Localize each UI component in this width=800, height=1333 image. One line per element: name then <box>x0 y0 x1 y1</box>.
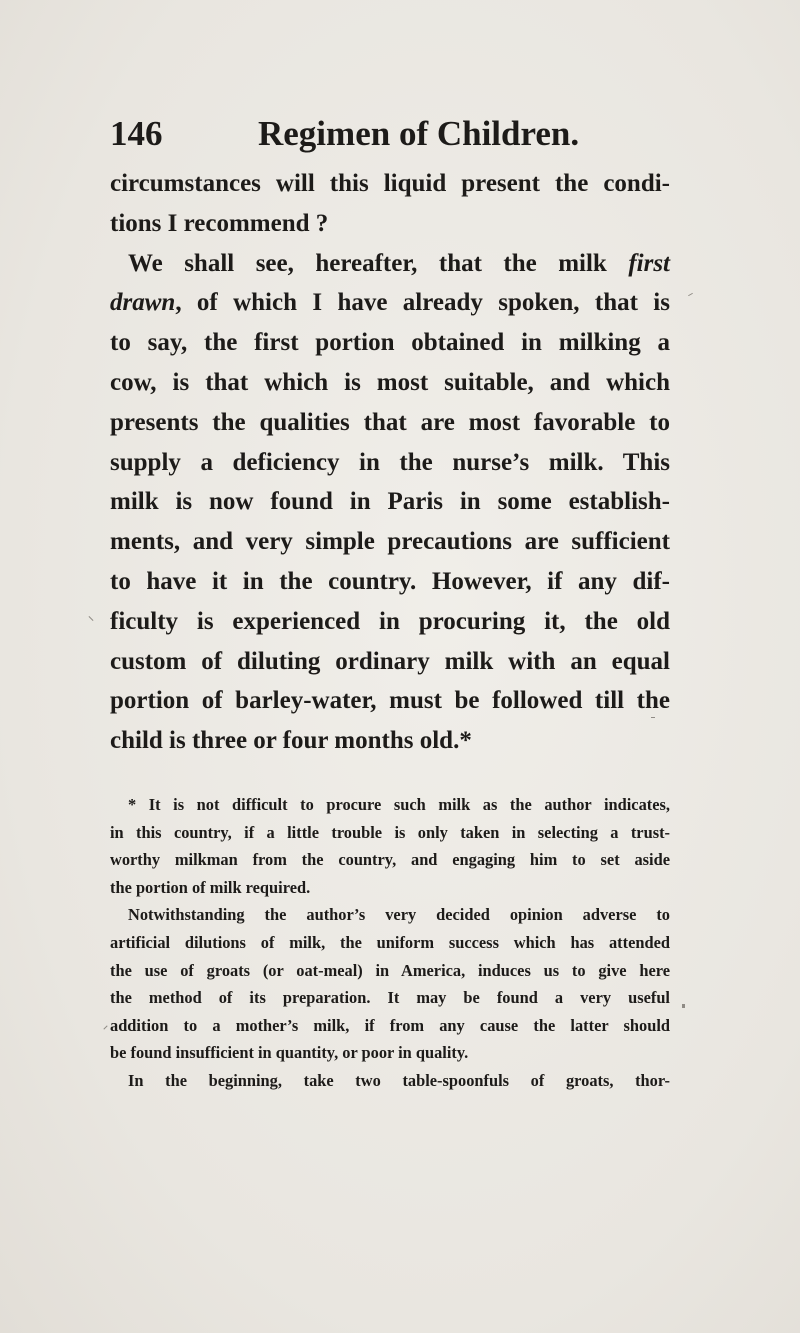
footnote-line-6: artificial dilutions of milk, the uniform success which has attended <box>110 932 670 952</box>
body-line-10: ments, and very simple precautions are sufficient <box>110 528 670 556</box>
paper-speck <box>103 1025 107 1029</box>
footnote-line-5: Notwithstanding the author’s very decided opinion adverse to <box>128 905 670 925</box>
body-line-4-text: , of which I have already spoken, that is <box>175 289 670 317</box>
page-number: 146 <box>110 114 163 153</box>
footnote-line-4: the portion of milk required. <box>110 877 311 897</box>
body-line-11: to have it in the country. However, if any dif- <box>110 567 670 595</box>
running-head <box>110 114 670 162</box>
running-title: Regimen of Children. <box>258 114 580 153</box>
footnote-line-10: be found insufficient in quantity, or poor in quality. <box>110 1043 469 1063</box>
body-line-12: ficulty is experienced in procuring it, the old <box>110 607 670 635</box>
footnote-line-7: the use of groats (or oat-meal) in America, induces us to give here <box>110 960 670 980</box>
body-line-14: portion of barley-water, must be followed till the <box>110 687 670 715</box>
paper-speck <box>688 293 693 296</box>
footnote-line-9: addition to a mother’s milk, if from any cause the latter should <box>110 1015 670 1035</box>
body-line-3-text: We shall see, hereafter, that the milk <box>128 249 629 277</box>
emphasis-first: first <box>628 249 670 277</box>
body-line-13: custom of diluting ordinary milk with an equal <box>110 647 670 675</box>
body-text <box>110 164 670 761</box>
body-line-2: tions I recommend ? <box>110 209 329 237</box>
body-line-9: milk is now found in Paris in some establish- <box>110 488 670 516</box>
footnote-line-11: In the beginning, take two table-spoonfuls of groats, thor- <box>128 1070 670 1090</box>
footnote-line-1: * It is not difficult to procure such milk as the author indicates, <box>128 795 670 814</box>
body-line-3 <box>110 244 670 284</box>
body-line-7: presents the qualities that are most favorable to <box>110 408 670 436</box>
paper-speck <box>89 616 94 621</box>
footnote-line-2: in this country, if a little trouble is only taken in selecting a trust- <box>110 822 670 842</box>
footnote-line-8: the method of its preparation. It may be found a very useful <box>110 988 670 1008</box>
body-line-6: cow, is that which is most suitable, and which <box>110 368 670 396</box>
paper-speck <box>651 717 655 718</box>
body-line-5: to say, the first portion obtained in milking a <box>110 329 670 357</box>
paper-speck <box>682 1004 685 1008</box>
body-line-15: child is three or four months old.* <box>110 727 472 755</box>
emphasis-drawn: drawn <box>110 289 176 317</box>
body-line-8: supply a deficiency in the nurse’s milk. This <box>110 448 670 476</box>
body-line-1: circumstances will this liquid present the condi- <box>110 170 670 197</box>
footnote-block <box>110 791 670 1095</box>
footnote-line-3: worthy milkman from the country, and engaging him to set aside <box>110 850 670 870</box>
body-line-4 <box>110 283 670 323</box>
